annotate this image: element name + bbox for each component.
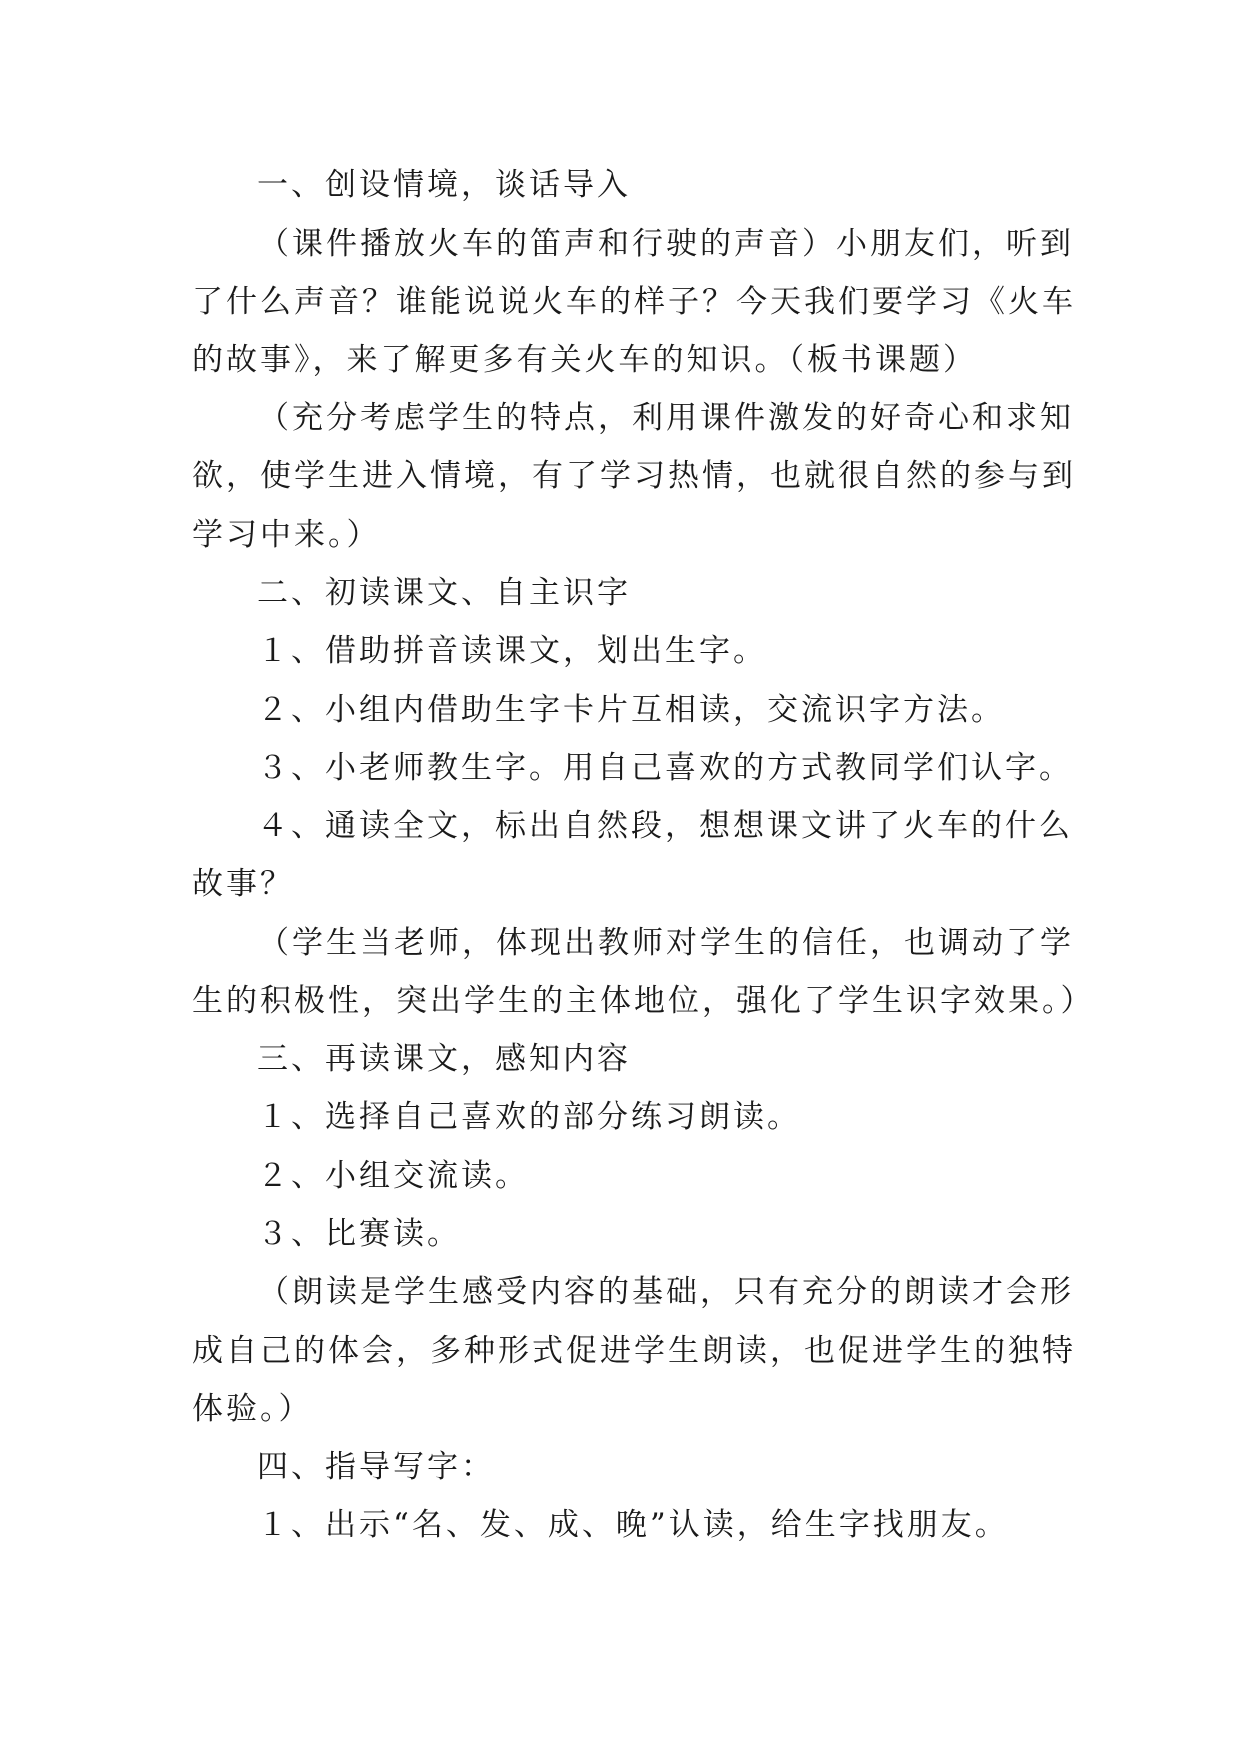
paragraph-line: （课件播放火车的笛声和行驶的声音）小朋友们，听到 — [258, 226, 1074, 262]
paragraph-line: 学习中来。） — [192, 517, 381, 553]
list-item-continuation: 故事？ — [192, 866, 294, 902]
list-item: １、出示“名、发、成、晚”认读，给生字找朋友。 — [257, 1507, 1009, 1543]
paragraph-line: （学生当老师，体现出教师对学生的信任，也调动了学 — [258, 925, 1074, 961]
paragraph-line: 了什么声音？谁能说说火车的样子？今天我们要学习《火车 — [192, 284, 1076, 320]
list-item: １、借助拼音读课文，划出生字。 — [257, 633, 767, 669]
paragraph-line: 的故事》，来了解更多有关火车的知识。（板书课题） — [192, 342, 977, 378]
list-item: ４、通读全文，标出自然段，想想课文讲了火车的什么 — [257, 808, 1073, 844]
paragraph-line: （朗读是学生感受内容的基础，只有充分的朗读才会形 — [258, 1274, 1074, 1310]
list-item: ３、小老师教生字。用自己喜欢的方式教同学们认字。 — [257, 750, 1073, 786]
paragraph-line: 成自己的体会，多种形式促进学生朗读，也促进学生的独特 — [192, 1333, 1076, 1369]
paragraph-line: 生的积极性，突出学生的主体地位，强化了学生识字效果。） — [192, 983, 1095, 1019]
list-item: １、选择自己喜欢的部分练习朗读。 — [257, 1099, 801, 1135]
paragraph-line: 欲，使学生进入情境，有了学习热情，也就很自然的参与到 — [192, 458, 1076, 494]
heading-section-3: 三、再读课文，感知内容 — [257, 1041, 631, 1077]
heading-section-4: 四、指导写字： — [257, 1449, 495, 1485]
list-item: ２、小组内借助生字卡片互相读，交流识字方法。 — [257, 692, 1005, 728]
paragraph-line: （充分考虑学生的特点，利用课件激发的好奇心和求知 — [258, 400, 1074, 436]
paragraph-line: 体验。） — [192, 1391, 313, 1427]
heading-section-1: 一、创设情境，谈话导入 — [257, 167, 631, 203]
list-item: ３、比赛读。 — [257, 1216, 461, 1252]
heading-section-2: 二、初读课文、自主识字 — [257, 575, 631, 611]
list-item: ２、小组交流读。 — [257, 1158, 529, 1194]
